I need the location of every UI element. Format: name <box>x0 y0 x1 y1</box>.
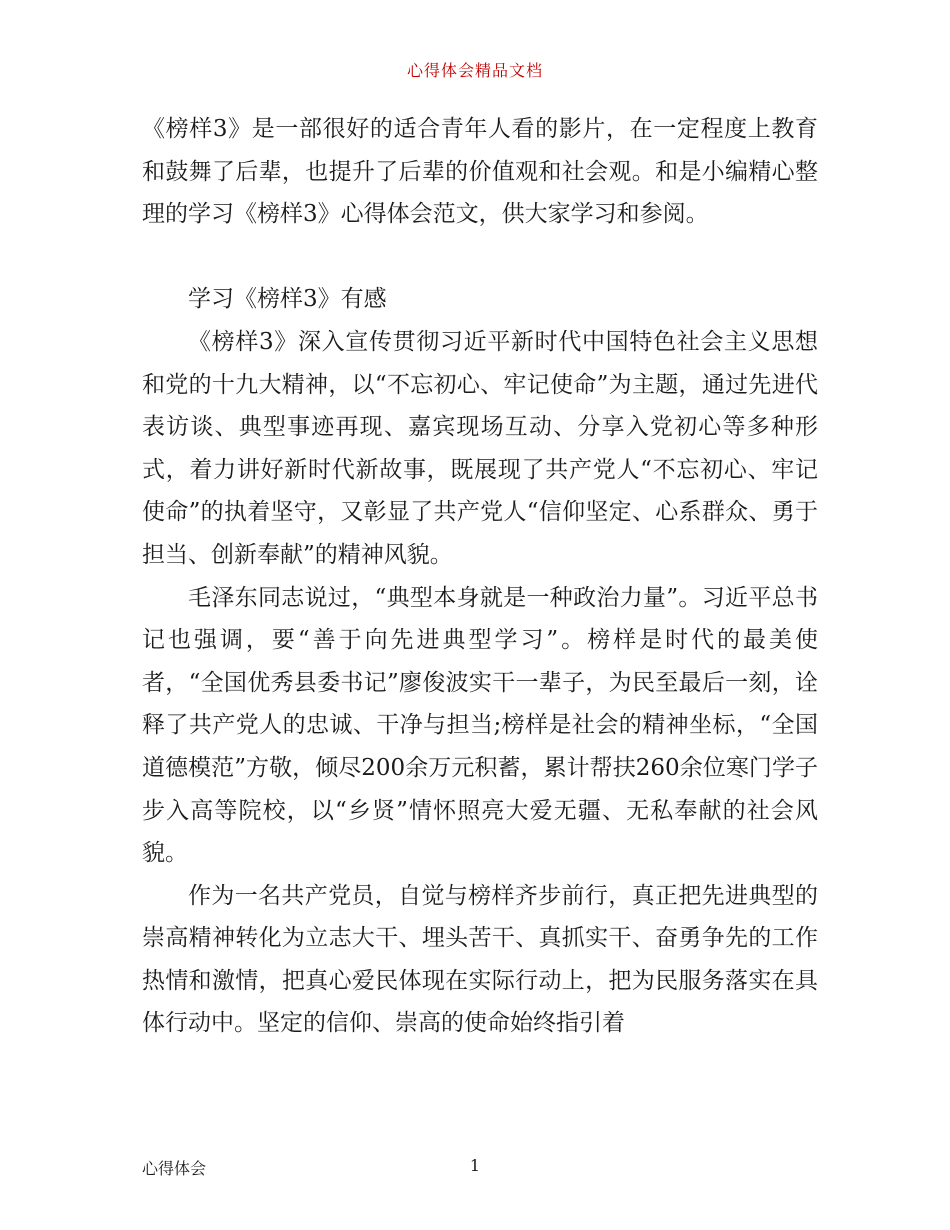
body-paragraph: 《榜样3》深入宣传贯彻习近平新时代中国特色社会主义思想和党的十九大精神，以“不忘初心、牢记使命”为主题，通过先进代表访谈、典型事迹再现、嘉宾现场互动、分享入党初心等多种形式，着力讲好新时代新故事，既展现了共产党人“不忘初心、牢记使命”的执着坚守，又彰显了共产党人“信仰坚定、心系群众、勇于担当、创新奉献”的精神风貌。 <box>142 328 818 568</box>
document-header: 心得体会精品文档 <box>406 61 543 80</box>
footer-label: 心得体会 <box>142 1159 207 1178</box>
section-heading: 学习《榜样3》有感 <box>188 286 387 313</box>
page-number: 1 <box>469 1156 481 1175</box>
document-body <box>142 108 818 1045</box>
intro-paragraph: 《榜样3》是一部很好的适合青年人看的影片，在一定程度上教育和鼓舞了后辈，也提升了后辈的价值观和社会观。和是小编精心整理的学习《榜样3》心得体会范文，供大家学习和参阅。 <box>142 116 818 228</box>
body-paragraph: 毛泽东同志说过，“典型本身就是一种政治力量”。习近平总书记也强调，要“善于向先进典型学习”。榜样是时代的最美使者，“全国优秀县委书记”廖俊波实干一辈子，为民至最后一刻，诠释了共产党人的忠诚、干净与担当;榜样是社会的精神坐标，“全国道德模范”方敬，倾尽200余万元积蓄，累计帮扶260余位寒门学子步入高等院校，以“乡贤”情怀照亮大爱无疆、无私奉献的社会风貌。 <box>142 584 818 867</box>
body-paragraph: 作为一名共产党员，自觉与榜样齐步前行，真正把先进典型的崇高精神转化为立志大干、埋头苦干、真抓实干、奋勇争先的工作热情和激情，把真心爱民体现在实际行动上，把为民服务落实在具体行动中。坚定的信仰、崇高的使命始终指引着 <box>142 882 818 1037</box>
